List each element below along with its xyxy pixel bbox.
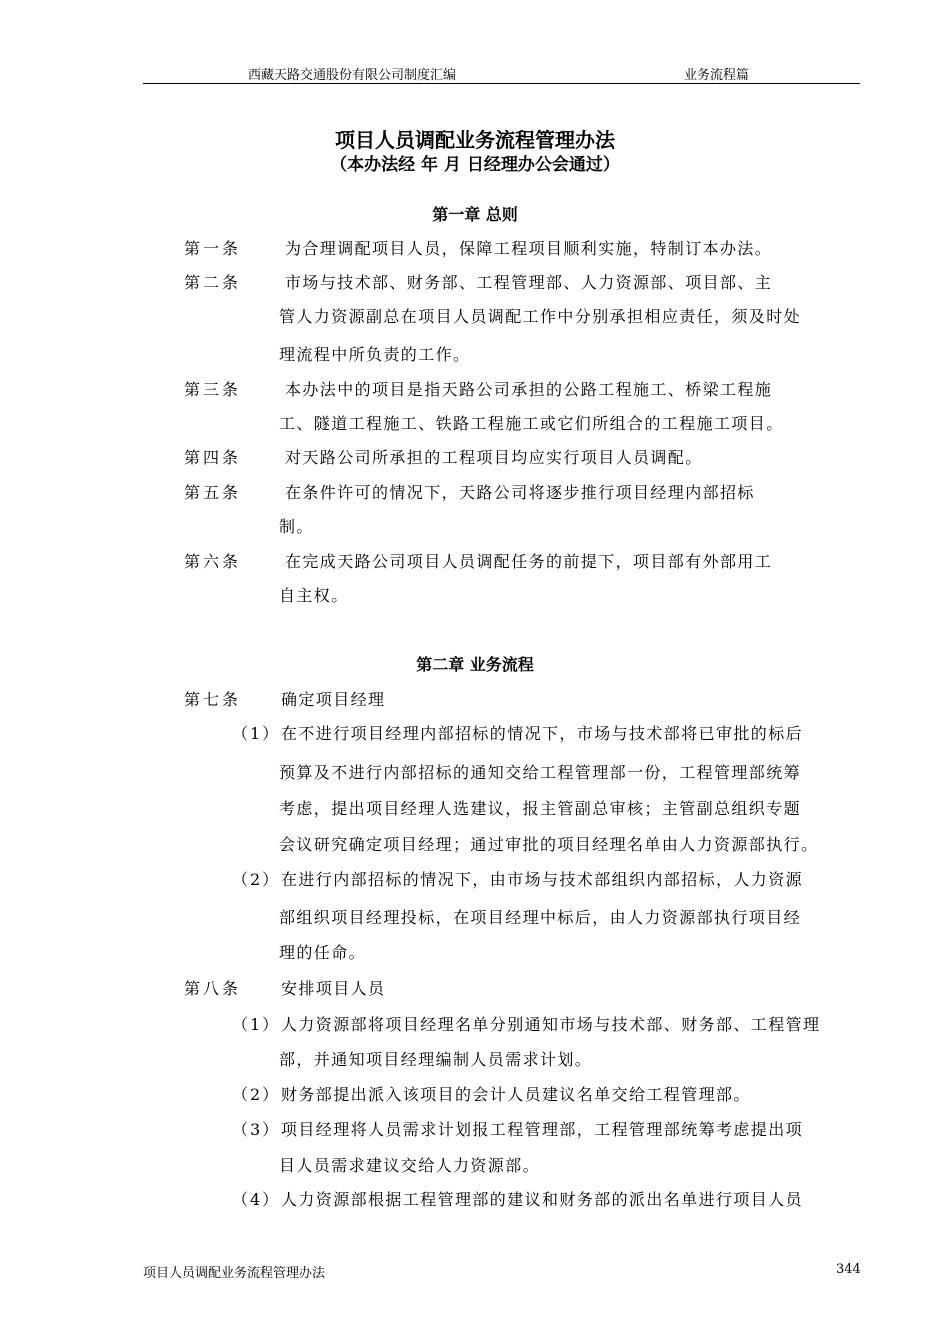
article-8-label: 第八条	[184, 979, 242, 998]
article-2-line: 理流程中所负责的工作。	[279, 345, 471, 364]
article-3-line: 工、隧道工程施工、铁路工程施工或它们所组合的工程施工项目。	[279, 414, 784, 433]
item-line: 会议研究确定项目经理；通过审批的项目经理名单由人力资源部执行。	[279, 835, 819, 854]
item-line: 项目经理将人员需求计划报工程管理部，工程管理部统筹考虑提出项	[281, 1120, 804, 1139]
header-company: 西藏天路交通股份有限公司制度汇编	[248, 68, 457, 83]
item-line: 部组织项目经理投标，在项目经理中标后，由人力资源部执行项目经	[279, 908, 802, 927]
article-6-line: 在完成天路公司项目人员调配任务的前提下，项目部有外部用工	[285, 552, 773, 571]
article-5-line: 制。	[279, 517, 314, 536]
article-7-line: 确定项目经理	[281, 690, 386, 709]
item-number: （2）	[232, 1085, 281, 1104]
article-5-label: 第五条	[184, 483, 242, 502]
item-line: 目人员需求建议交给人力资源部。	[279, 1156, 541, 1175]
chapter-1-heading: 第一章 总则	[432, 205, 518, 224]
article-2-line: 管人力资源副总在项目人员调配工作中分别承担相应责任，须及时处	[279, 307, 802, 326]
item-line: 理的任命。	[279, 943, 367, 962]
item-number: （4）	[232, 1190, 281, 1209]
page-subtitle: （本办法经 年 月 日经理办公会通过）	[330, 155, 620, 175]
item-line: 在进行内部招标的情况下，由市场与技术部组织内部招标，人力资源	[281, 870, 804, 889]
article-8-line: 安排项目人员	[281, 979, 386, 998]
article-6-label: 第六条	[184, 552, 242, 571]
article-3-line: 本办法中的项目是指天路公司承担的公路工程施工、桥梁工程施	[285, 380, 773, 399]
item-number: （3）	[232, 1120, 281, 1139]
item-number: （1）	[232, 1015, 281, 1034]
article-2-label: 第二条	[184, 273, 242, 292]
chapter-2-heading: 第二章 业务流程	[416, 655, 534, 674]
item-line: 人力资源部将项目经理名单分别通知市场与技术部、财务部、工程管理	[281, 1015, 821, 1034]
article-6-line: 自主权。	[279, 586, 349, 605]
article-7-label: 第七条	[184, 690, 242, 709]
item-line: 人力资源部根据工程管理部的建议和财务部的派出名单进行项目人员	[281, 1190, 804, 1209]
article-1-line: 为合理调配项目人员，保障工程项目顺利实施，特制订本办法。	[285, 239, 773, 258]
article-2-line: 市场与技术部、财务部、工程管理部、人力资源部、项目部、主	[285, 273, 773, 292]
item-line: 部，并通知项目经理编制人员需求计划。	[279, 1050, 593, 1069]
article-1-label: 第一条	[184, 239, 242, 258]
header-rule	[143, 83, 860, 84]
article-5-line: 在条件许可的情况下，天路公司将逐步推行项目经理内部招标	[285, 483, 755, 502]
article-4-label: 第四条	[184, 448, 242, 467]
page-title: 项目人员调配业务流程管理办法	[335, 128, 615, 152]
article-3-label: 第三条	[184, 380, 242, 399]
item-line: 考虑，提出项目经理人选建议，报主管副总审核；主管副总组织专题	[279, 799, 802, 818]
article-4-line: 对天路公司所承担的工程项目均应实行项目人员调配。	[285, 448, 703, 467]
item-line: 财务部提出派入该项目的会计人员建议名单交给工程管理部。	[281, 1085, 751, 1104]
footer-doc-name: 项目人员调配业务流程管理办法	[143, 1266, 326, 1281]
item-number: （1）	[232, 724, 281, 743]
header-section: 业务流程篇	[684, 68, 750, 83]
item-line: 预算及不进行内部招标的通知交给工程管理部一份，工程管理部统筹	[279, 763, 802, 782]
item-number: （2）	[232, 870, 281, 889]
page-number: 344	[836, 1262, 861, 1277]
item-line: 在不进行项目经理内部招标的情况下，市场与技术部将已审批的标后	[281, 724, 804, 743]
